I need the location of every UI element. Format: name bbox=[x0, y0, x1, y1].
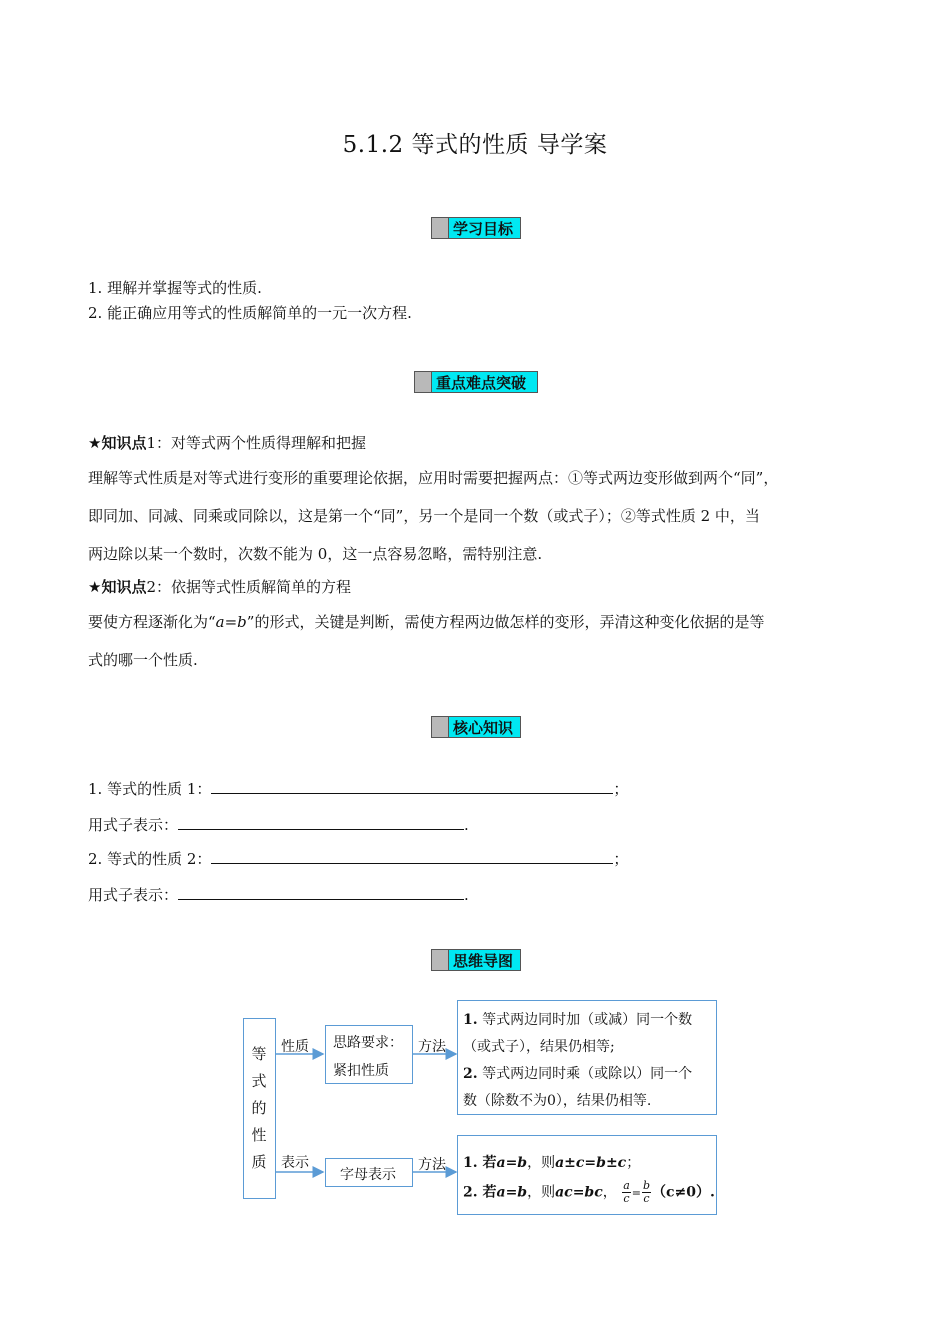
method-label: 方法 bbox=[418, 1039, 446, 1055]
fill-blank[interactable] bbox=[211, 848, 613, 864]
node-text: 紧扣性质 bbox=[333, 1063, 389, 1079]
rule-line: 2. 等式两边同时乘（或除以）同一个 bbox=[463, 1066, 693, 1082]
fraction: $\frac{a}{c}$ bbox=[623, 1179, 630, 1205]
section-title: 核心知识 bbox=[453, 718, 514, 737]
fill-blank[interactable] bbox=[178, 814, 464, 830]
knowledge-point-2-title: ★知识点2：依据等式性质解简单的方程 bbox=[88, 578, 351, 596]
formula-line: 1. 若a=b，则a±c=b±c； bbox=[463, 1155, 641, 1171]
section-header-core bbox=[431, 716, 521, 738]
knowledge-point-2-line: 式的哪一个性质. bbox=[88, 651, 198, 669]
section-title: 学习目标 bbox=[453, 219, 514, 238]
knowledge-point-1-line: 即同加、同减、同乘或同除以，这是第一个“同”，另一个是同一个数（或式子）；②等式性质 2 中，当 bbox=[88, 507, 760, 525]
rule-line: 1. 等式两边同时加（或减）同一个数 bbox=[463, 1012, 693, 1028]
property-2-expression-row: 用式子表示： . bbox=[88, 886, 469, 904]
goal-item-2: 2. 能正确应用等式的性质解简单的一元一次方程. bbox=[88, 304, 412, 322]
section-header-key bbox=[414, 371, 538, 393]
knowledge-point-1-title: ★知识点1：对等式两个性质得理解和把握 bbox=[88, 434, 366, 452]
knowledge-point-1-line: 两边除以某一个数时，次数不能为 0，这一点容易忽略，需特别注意. bbox=[88, 545, 543, 563]
goal-item-1: 1. 理解并掌握等式的性质. bbox=[88, 279, 262, 297]
rule-line: （或式子），结果仍相等; bbox=[463, 1039, 615, 1055]
fill-blank[interactable] bbox=[211, 778, 613, 794]
section-title: 重点难点突破 bbox=[436, 373, 527, 392]
branch-label-property: 性质 bbox=[281, 1039, 309, 1055]
node-text: 思路要求： bbox=[333, 1035, 403, 1051]
section-header-goals bbox=[431, 217, 521, 239]
property-1-expression-row: 用式子表示： . bbox=[88, 816, 469, 834]
property-2-row: 2. 等式的性质 2： ； bbox=[88, 850, 629, 868]
knowledge-point-2-line: 要使方程逐渐化为“a=b”的形式，关键是判断，需使方程两边做怎样的变形，弄清这种变化依据的是等 bbox=[88, 613, 765, 631]
rule-line: 数（除数不为0），结果仍相等. bbox=[463, 1093, 652, 1109]
mind-map-root-text: 等 式 的 性 质 bbox=[251, 1045, 267, 1171]
fraction: $\frac{b}{c}$ bbox=[642, 1179, 651, 1205]
section-header-mindmap bbox=[431, 949, 521, 971]
node-text: 字母表示 bbox=[340, 1167, 396, 1183]
knowledge-point-1-line: 理解等式性质是对等式进行变形的重要理论依据，应用时需要把握两点：①等式两边变形做到两个“同”， bbox=[88, 469, 779, 487]
section-title: 思维导图 bbox=[453, 951, 514, 970]
fill-blank[interactable] bbox=[178, 884, 464, 900]
page-title: 5.1.2 等式的性质 导学案 bbox=[342, 132, 608, 158]
property-1-row: 1. 等式的性质 1： ； bbox=[88, 780, 629, 798]
method-label: 方法 bbox=[418, 1157, 446, 1173]
branch-label-representation: 表示 bbox=[281, 1155, 309, 1171]
formula-line: 2. 若a=b，则ac=bc， $\frac{a}{c}$ = $\frac{b}{c}$ （c≠0）. bbox=[463, 1179, 715, 1205]
